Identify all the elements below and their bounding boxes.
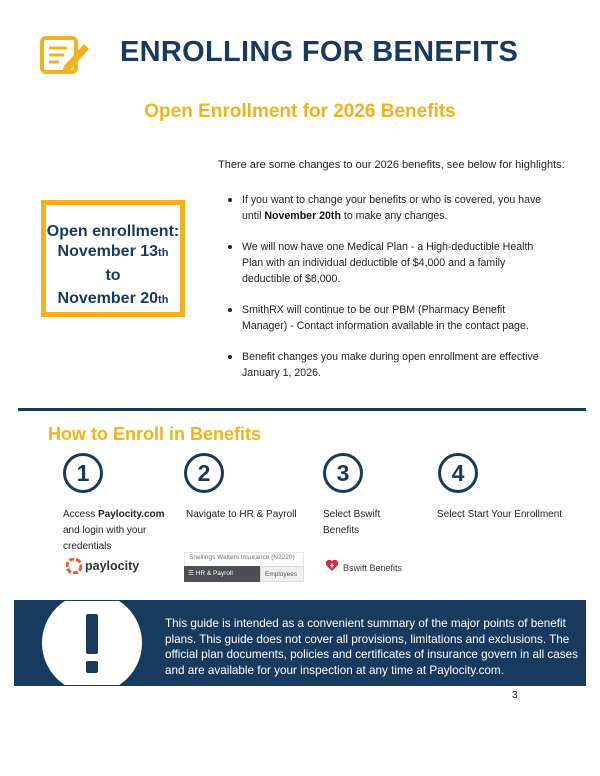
menu-icon: ☰ — [188, 570, 194, 577]
step-3-number: 3 — [323, 453, 363, 493]
exclamation-icon — [42, 601, 142, 685]
step-1-number: 1 — [63, 453, 103, 493]
how-to-enroll-heading: How to Enroll in Benefits — [48, 424, 262, 444]
step-3-text: Select Bswift Benefits — [323, 509, 381, 536]
step-4-number: 4 — [438, 453, 478, 493]
list-item: We will now have one Medical Plan - a High-deductible Health Plan with an individual deductible of $4,000 and a family deductible of $8,000. — [226, 239, 546, 287]
bswift-logo: Bswift Benefits — [325, 559, 402, 577]
hr-payroll-menu: ☰ HR & Payroll — [184, 566, 260, 582]
enrollment-end-date: November 20th — [57, 290, 169, 307]
checklist-pencil-icon — [40, 36, 90, 76]
section-divider — [18, 408, 586, 411]
enrollment-dates-box — [41, 200, 185, 317]
heart-icon — [325, 559, 339, 577]
list-item: If you want to change your benefits or who is covered, you have until November 20th to make any changes. — [226, 192, 546, 224]
enrollment-start-date: November 13th — [57, 243, 169, 260]
disclaimer-text: This guide is intended as a convenient summary of the major points of benefit plans. This guide does not cover all provisions, limitations and exclusions. The official plan documents, policies and certificates of insurance govern in all cases and are available for your inspection at any time at Paylocity.com. — [165, 617, 578, 677]
step-4-text: Select Start Your Enrollment — [437, 509, 563, 520]
employees-tab: Employees — [260, 566, 304, 582]
list-item: SmithRX will continue to be our PBM (Pharmacy Benefit Manager) - Contact information available in the contact page. — [226, 302, 546, 334]
intro-text: There are some changes to our 2026 benefits, see below for highlights: — [218, 159, 565, 171]
paylocity-logo: paylocity — [66, 557, 139, 577]
step-2-number: 2 — [184, 453, 224, 493]
step-2-text: Navigate to HR & Payroll — [186, 509, 297, 520]
list-item: Benefit changes you make during open enrollment are effective January 1, 2026. — [226, 349, 546, 381]
paylocity-mark-icon — [66, 558, 82, 574]
enrollment-heading: Open enrollment: — [46, 223, 180, 240]
step-1-text: Access Paylocity.com and login with your credentials — [63, 509, 165, 552]
company-name: Snellings Walters Insurance (N2220) — [184, 552, 304, 566]
page-title: ENROLLING FOR BENEFITS — [120, 36, 519, 68]
highlights-list — [226, 192, 546, 396]
hr-payroll-menu-screenshot — [184, 552, 304, 583]
subtitle: Open Enrollment for 2026 Benefits — [144, 101, 456, 122]
page-number: 3 — [512, 690, 518, 701]
enrollment-to: to — [105, 267, 121, 284]
